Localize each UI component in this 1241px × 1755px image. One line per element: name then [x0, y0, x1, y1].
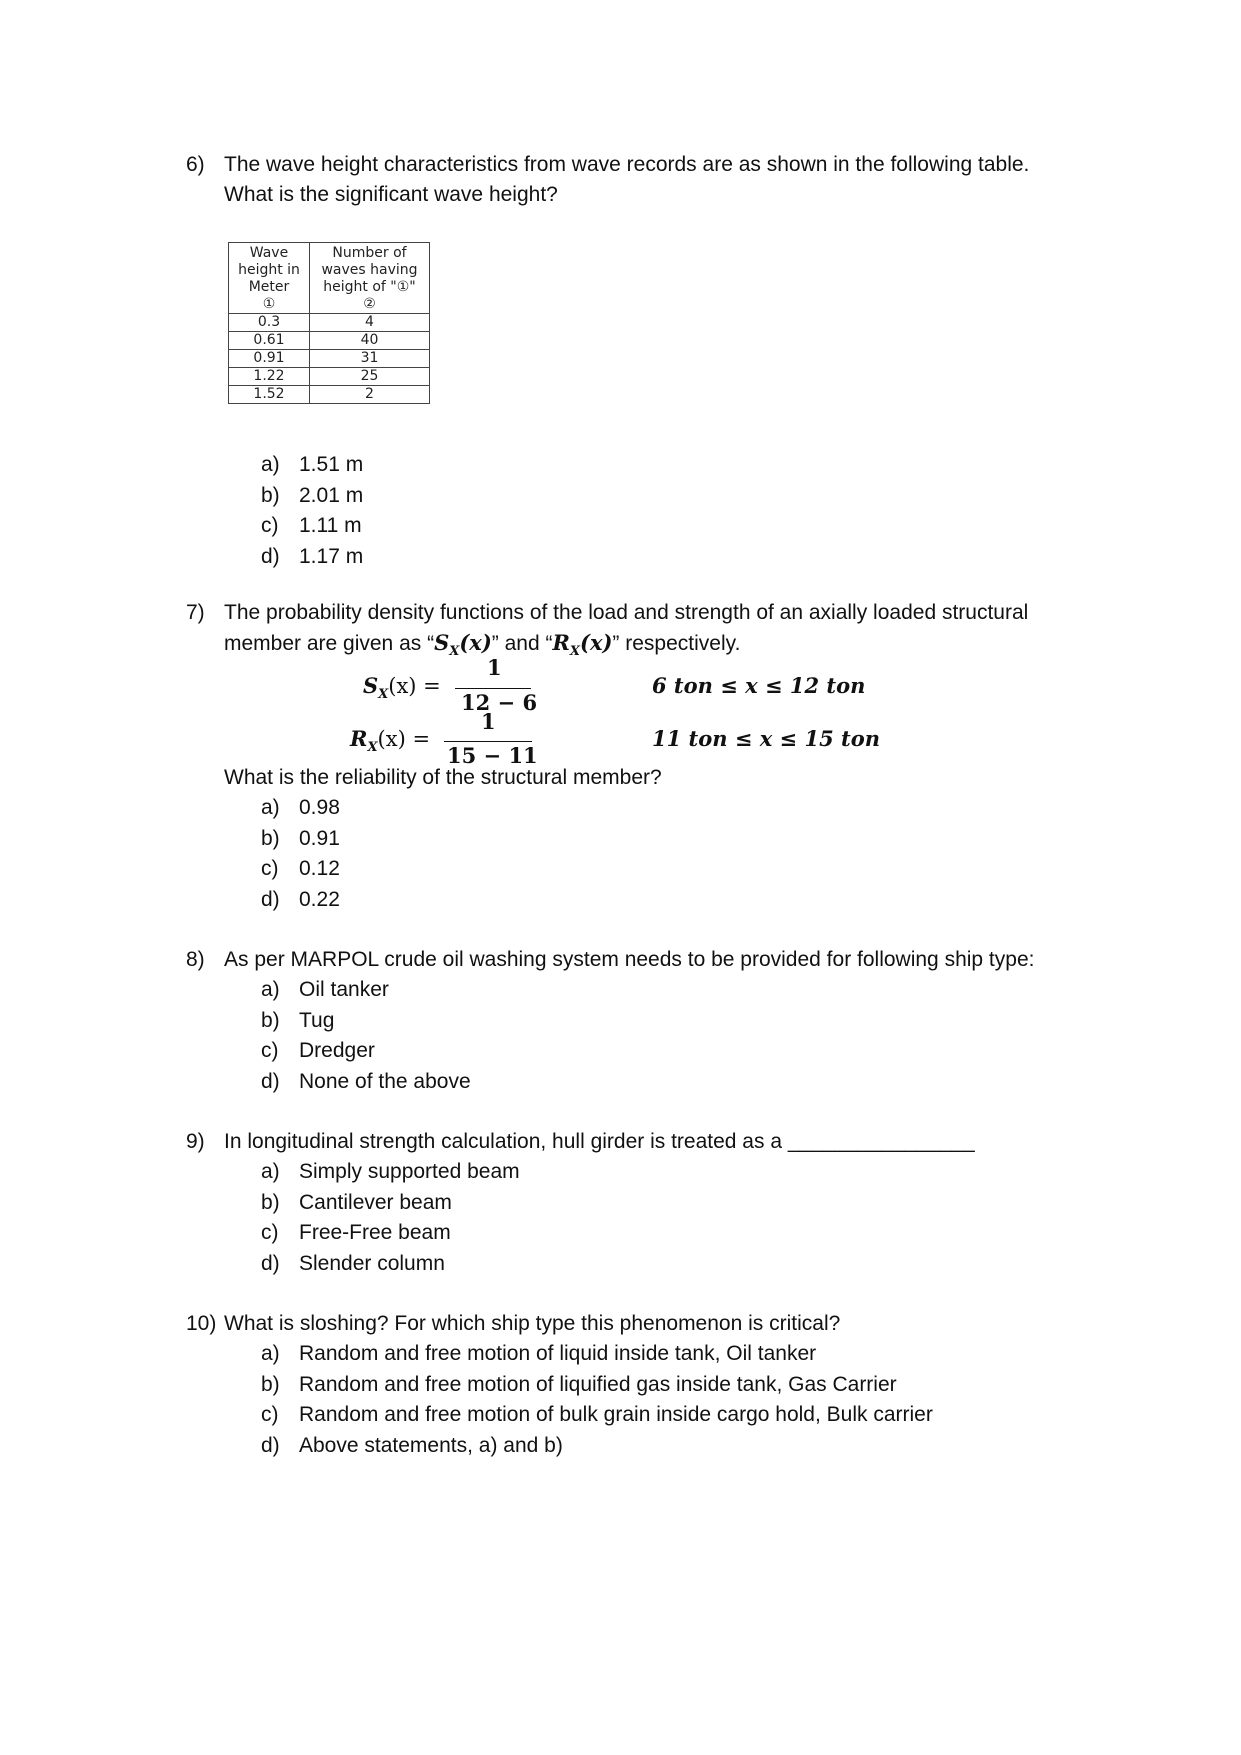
question-text: As per MARPOL crude oil washing system needs to be provided for following ship type: [224, 948, 1035, 971]
option-text: Random and free motion of liquid inside tank, Oil tanker [299, 1342, 817, 1365]
option-b [186, 1006, 1086, 1037]
option-label: a) [261, 796, 280, 819]
option-label: b) [261, 1008, 280, 1032]
table-cell: 31 [310, 350, 430, 368]
option-a [186, 450, 1086, 481]
option-d [186, 1067, 1086, 1098]
option-b [186, 1370, 1086, 1401]
question-number: 10) [186, 1312, 217, 1335]
question-number: 8) [186, 948, 205, 971]
header-line: Wave [249, 245, 289, 261]
question-text: The wave height characteristics from wave records are as shown in the following table. [224, 153, 1030, 176]
math-subscript: X [367, 740, 378, 756]
question-number: 6) [186, 153, 205, 176]
option-text: Random and free motion of liquified gas inside tank, Gas Carrier [299, 1372, 897, 1396]
table-header [310, 243, 430, 314]
option-text: Above statements, a) and b) [299, 1433, 563, 1457]
equation-range: 11 ton ≤ x ≤ 15 ton [652, 726, 880, 751]
option-label: c) [261, 1221, 279, 1244]
header-line: waves having [321, 262, 418, 278]
table-row [229, 332, 430, 350]
option-c [186, 511, 1086, 542]
table-row [229, 314, 430, 332]
option-text: Simply supported beam [299, 1160, 520, 1183]
option-label: c) [261, 1403, 279, 1426]
option-text: Dredger [299, 1039, 375, 1062]
math-r [552, 630, 613, 660]
question-text: In longitudinal strength calculation, hull girder is treated as a ________________ [224, 1130, 975, 1153]
question-8 [186, 945, 1086, 1097]
option-label: c) [261, 1039, 279, 1062]
question-text [186, 628, 1086, 667]
wave-height-table [228, 242, 430, 404]
math-subscript: X [378, 687, 389, 703]
option-b [186, 481, 1086, 512]
equation-numerator: 1 [487, 655, 502, 680]
option-d [186, 1249, 1086, 1280]
option-text: 1.11 m [299, 514, 362, 537]
option-a [186, 1339, 1086, 1370]
header-line: Number of [332, 245, 407, 261]
math-symbol: R [552, 630, 570, 655]
equation-numerator: 1 [481, 709, 496, 734]
option-c [186, 1036, 1086, 1067]
question-9 [186, 1127, 1086, 1279]
header-line: Meter [248, 279, 290, 295]
question-text: What is the significant wave height? [224, 183, 558, 206]
option-label: a) [261, 1342, 280, 1365]
table-cell: 0.61 [229, 332, 310, 350]
equation-range: 6 ton ≤ x ≤ 12 ton [652, 673, 866, 698]
option-d [186, 885, 1086, 916]
option-label: b) [261, 826, 280, 850]
option-a [186, 975, 1086, 1006]
option-label: d) [261, 1433, 280, 1457]
header-line: height in [238, 262, 300, 278]
option-b [186, 1188, 1086, 1219]
option-label: d) [261, 1069, 280, 1093]
table-header [229, 243, 310, 314]
option-text: Random and free motion of bulk grain inside cargo hold, Bulk carrier [299, 1403, 933, 1426]
option-a [186, 1157, 1086, 1188]
option-text: 1.17 m [299, 544, 364, 568]
table-row [229, 368, 430, 386]
text-part: ” and “ [491, 632, 553, 655]
option-text: Slender column [299, 1251, 445, 1275]
equation-denominator: 12 − 6 [461, 690, 538, 715]
option-a [186, 793, 1086, 824]
text-part: ” respectively. [612, 632, 741, 655]
option-label: a) [261, 453, 280, 476]
option-label: d) [261, 544, 280, 568]
option-d [186, 1431, 1086, 1462]
option-text: Cantilever beam [299, 1190, 452, 1214]
table-row [229, 350, 430, 368]
math-symbol: S [434, 630, 450, 655]
question-6 [186, 150, 1086, 210]
option-text: 0.91 [299, 826, 340, 850]
option-c [186, 854, 1086, 885]
table-cell: 0.3 [229, 314, 310, 332]
option-text: Oil tanker [299, 978, 389, 1001]
equation-lhs [363, 673, 441, 702]
table-cell: 0.91 [229, 350, 310, 368]
table-cell: 2 [310, 386, 430, 404]
question-text: What is sloshing? For which ship type this phenomenon is critical? [224, 1312, 841, 1335]
option-label: a) [261, 1160, 280, 1183]
question-text: The probability density functions of the load and strength of an axially loaded structural [224, 601, 1029, 624]
option-text: Free-Free beam [299, 1221, 451, 1244]
option-b [186, 824, 1086, 855]
math-symbol: S [363, 673, 379, 698]
option-label: c) [261, 857, 279, 880]
header-line: height of "①" [323, 279, 416, 295]
fraction-bar [455, 688, 531, 689]
option-label: c) [261, 514, 279, 537]
question-7-body [186, 763, 1086, 915]
header-line: ① [262, 296, 276, 312]
option-text: None of the above [299, 1069, 471, 1093]
table-cell: 4 [310, 314, 430, 332]
option-label: b) [261, 1372, 280, 1396]
question-text: What is the reliability of the structural member? [224, 766, 662, 789]
option-label: d) [261, 887, 280, 911]
math-subscript: X [569, 644, 581, 660]
option-label: b) [261, 1190, 280, 1214]
option-d [186, 542, 1086, 573]
option-text: 0.12 [299, 857, 340, 880]
table-cell: 1.52 [229, 386, 310, 404]
table-cell: 25 [310, 368, 430, 386]
table-cell: 1.22 [229, 368, 310, 386]
question-number: 7) [186, 601, 205, 624]
math-arg: (x) = [388, 674, 441, 698]
math-arg: (x) [459, 630, 492, 655]
option-label: b) [261, 483, 280, 507]
table-row [229, 386, 430, 404]
math-subscript: X [449, 644, 460, 660]
equation-denominator: 15 − 11 [447, 743, 538, 768]
text-part: member are given as “ [224, 632, 435, 655]
math-s [434, 630, 492, 660]
option-text: 1.51 m [299, 453, 364, 476]
math-symbol: R [350, 726, 368, 751]
header-line: ② [363, 296, 376, 312]
question-7 [186, 598, 1086, 667]
option-text: 0.98 [299, 796, 340, 819]
question-6-options [186, 450, 1086, 572]
option-c [186, 1218, 1086, 1249]
fraction-bar [444, 741, 532, 742]
table-cell: 40 [310, 332, 430, 350]
math-arg: (x) [580, 630, 613, 655]
option-label: a) [261, 978, 280, 1001]
question-number: 9) [186, 1130, 205, 1153]
option-text: Tug [299, 1008, 335, 1032]
equation-lhs [350, 726, 430, 755]
option-label: d) [261, 1251, 280, 1275]
option-c [186, 1400, 1086, 1431]
option-text: 2.01 m [299, 483, 364, 507]
option-text: 0.22 [299, 887, 340, 911]
math-arg: (x) = [377, 727, 431, 751]
question-10 [186, 1309, 1086, 1461]
